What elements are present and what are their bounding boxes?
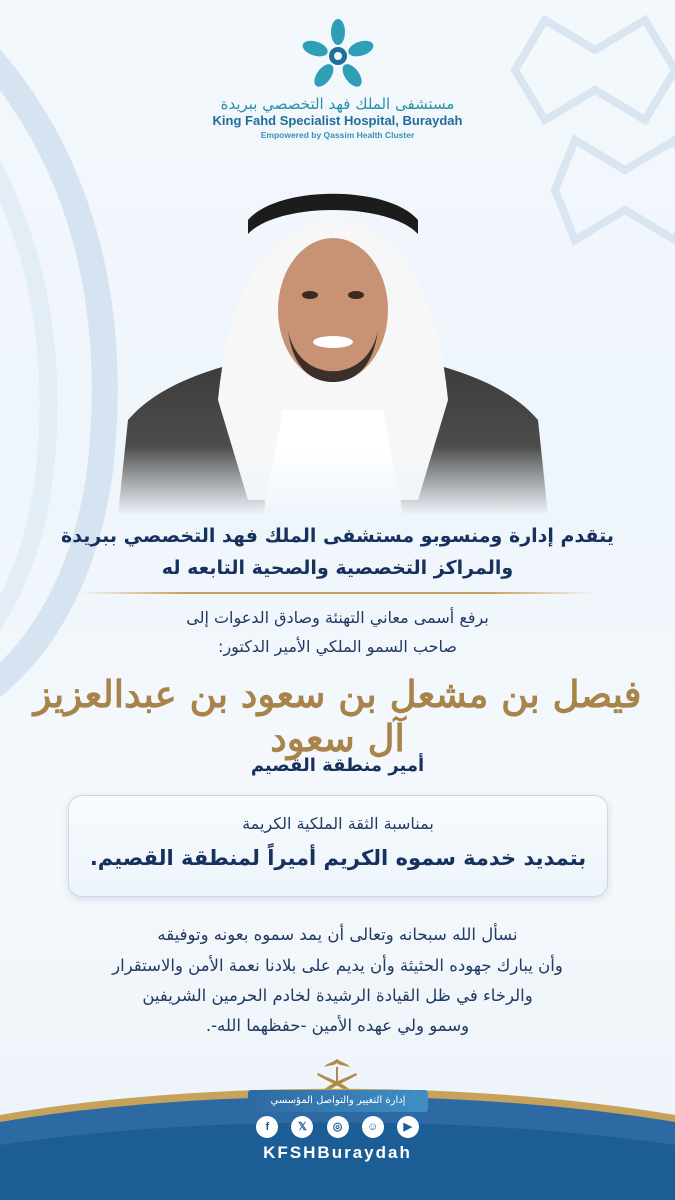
hospital-tagline: Empowered by Qassim Health Cluster xyxy=(260,130,415,140)
flower-logo-icon xyxy=(302,18,374,90)
hospital-logo xyxy=(0,18,675,94)
instagram-icon[interactable]: ◎ xyxy=(327,1116,349,1138)
prayer-line-4: وسمو ولي عهده الأمين -حفظهما الله-. xyxy=(205,1016,470,1035)
occasion-box xyxy=(68,795,608,897)
department-label: إدارة التغيير والتواصل المؤسسي xyxy=(248,1090,428,1112)
intro-line-2: صاحب السمو الملكي الأمير الدكتور: xyxy=(218,637,457,656)
occasion-line-2: بتمديد خدمة سموه الكريم أميراً لمنطقة القصيم. xyxy=(89,846,587,870)
facebook-icon[interactable]: f xyxy=(256,1116,278,1138)
prayer-line-1: نسأل الله سبحانه وتعالى أن يمد سموه بعونه وتوفيقه xyxy=(157,925,518,944)
snapchat-icon[interactable]: ☺ xyxy=(362,1116,384,1138)
headline-line-1: يتقدم إدارة ومنسوبو مستشفى الملك فهد التخصصي ببريدة xyxy=(61,525,614,547)
honoree-position: أمير منطقة القصيم xyxy=(250,755,425,776)
headline-line-2: والمراكز التخصصية والصحية التابعه له xyxy=(161,557,514,579)
gold-divider xyxy=(80,592,595,594)
intro-line-1: برفع أسمى معاني التهنئة وصادق الدعوات إلى xyxy=(186,608,489,627)
social-icons-row xyxy=(0,1115,675,1138)
hospital-name-arabic: مستشفى الملك فهد التخصصي ببريدة xyxy=(220,95,455,113)
prayer-line-3: والرخاء في ظل القيادة الرشيدة لخادم الحرمين الشريفين xyxy=(142,986,533,1005)
honoree-name: فيصل بن مشعل بن سعود بن عبدالعزيز آل سعود xyxy=(33,672,642,760)
social-handle[interactable]: KFSHBuraydah xyxy=(263,1143,412,1162)
x-icon[interactable]: 𝕏 xyxy=(291,1116,313,1138)
youtube-icon[interactable]: ▶ xyxy=(397,1116,419,1138)
prayer-line-2: وأن يبارك جهوده الحثيثة وأن يديم على بلادنا نعمة الأمن والاستقرار xyxy=(112,956,563,975)
hospital-name-english: King Fahd Specialist Hospital, Buraydah xyxy=(212,113,463,128)
occasion-line-1: بمناسبة الثقة الملكية الكريمة xyxy=(242,814,434,833)
portrait-image xyxy=(118,170,548,515)
